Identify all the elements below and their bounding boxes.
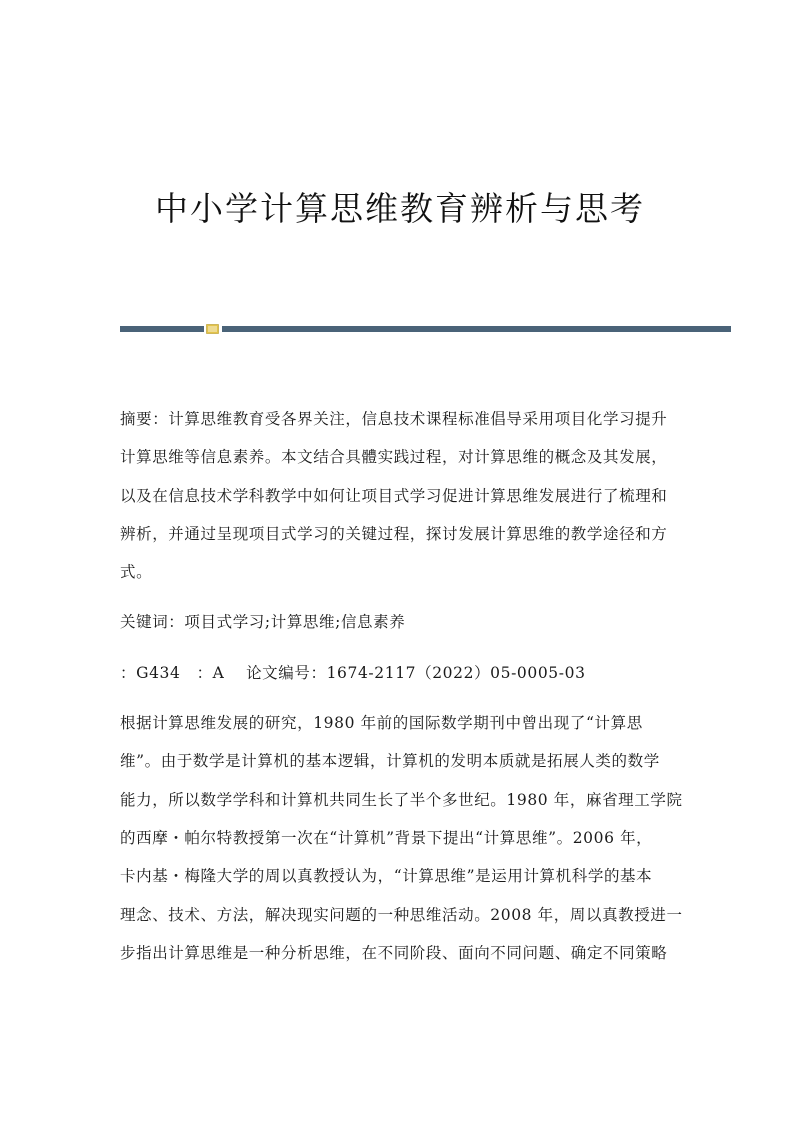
divider-bar-left	[120, 326, 204, 332]
document-body	[120, 400, 683, 972]
body-line: 卡内基・梅隆大学的周以真教授认为，“计算思维”是运用计算机科学的基本	[120, 867, 653, 886]
keywords-line: 关键词：项目式学习;计算思维;信息素养	[120, 613, 406, 632]
document-title: 中小学计算思维教育辨析与思考	[155, 189, 645, 228]
classification-line: ：G434 ：A 论文编号：1674-2117（2022）05-0005-03	[120, 663, 586, 682]
title-divider	[120, 325, 731, 334]
divider-bar-right	[222, 326, 731, 332]
book-icon	[206, 324, 219, 334]
body-paragraph	[120, 704, 683, 972]
abstract-line: 计算思维等信息素养。本文结合具體实践过程，对计算思维的概念及其发展，	[120, 448, 668, 467]
classification-paragraph	[120, 654, 680, 692]
body-line: 维”。由于数学是计算机的基本逻辑，计算机的发明本质就是拓展人类的数学	[120, 752, 660, 771]
keywords-paragraph	[120, 603, 680, 641]
abstract-line: 式。	[120, 563, 153, 582]
body-line: 的西摩・帕尔特教授第一次在“计算机”背景下提出“计算思维”。2006 年，	[120, 828, 653, 847]
body-line: 步指出计算思维是一种分析思维，在不同阶段、面向不同问题、确定不同策略	[120, 943, 668, 962]
abstract-line: 摘要：计算思维教育受各界关注，信息技术课程标准倡导采用项目化学习提升	[120, 410, 668, 428]
body-line: 能力，所以数学学科和计算机共同生长了半个多世纪。1980 年，麻省理工学院	[120, 790, 683, 809]
abstract-line: 辨析，并通过呈现项目式学习的关键过程，探讨发展计算思维的教学途径和方	[120, 524, 668, 543]
body-line: 根据计算思维发展的研究，1980 年前的国际数学期刊中曾出现了“计算思	[120, 714, 643, 733]
body-line: 理念、技术、方法，解决现实问题的一种思维活动。2008 年，周以真教授进一	[120, 905, 683, 924]
abstract-paragraph	[120, 400, 680, 591]
abstract-line: 以及在信息技术学科教学中如何让项目式学习促进计算思维发展进行了梳理和	[120, 486, 668, 505]
